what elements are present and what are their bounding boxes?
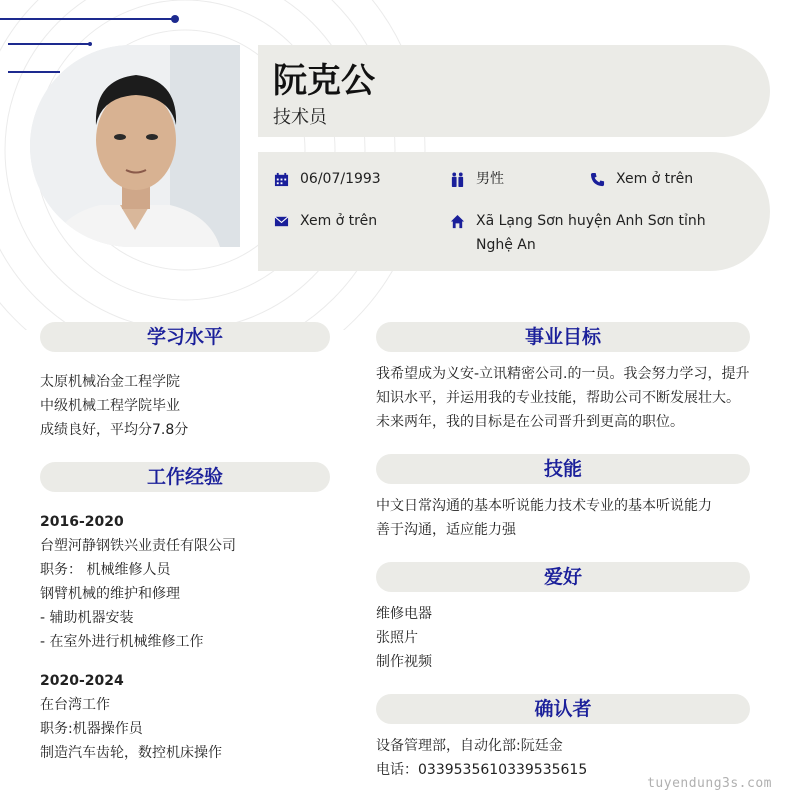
hobby-item: 维修电器 [376, 606, 432, 622]
job-line: 钢臂机械的维护和修理 [40, 586, 180, 602]
education-line: 成绩良好，平均分7.8分 [40, 422, 189, 438]
education-heading: 学习水平 [40, 322, 330, 352]
candidate-name: 阮克公 [273, 61, 375, 101]
skills-line: 善于沟通，适应能力强 [376, 522, 516, 538]
gender-item [448, 167, 504, 191]
address-item [448, 209, 706, 257]
phone-icon [588, 167, 606, 191]
email-item [272, 209, 377, 233]
job-line: 台塑河静钢铁兴业责任有限公司 [40, 538, 236, 554]
gender-value: 男性 [476, 171, 504, 187]
job-period: 2020-2024 [40, 673, 124, 689]
birthday-item [272, 167, 381, 191]
watermark: tuyendung3s.com [647, 776, 772, 791]
contact-info-panel [258, 152, 770, 271]
hobbies-heading: 爱好 [376, 562, 750, 592]
profile-photo [30, 45, 240, 247]
reference-heading: 确认者 [376, 694, 750, 724]
education-line: 中级机械工程学院毕业 [40, 398, 180, 414]
address-line-1: Xã Lạng Sơn huyện Anh Sơn tỉnh [476, 213, 706, 229]
objective-heading: 事业目标 [376, 322, 750, 352]
address-line-2: Nghệ An [476, 237, 536, 253]
skills-heading: 技能 [376, 454, 750, 484]
hobby-item: 制作视频 [376, 654, 432, 670]
experience-heading: 工作经验 [40, 462, 330, 492]
job-line: - 辅助机器安装 [40, 610, 134, 626]
hobby-item: 张照片 [376, 630, 418, 646]
objective-line: 未来两年，我的目标是在公司晋升到更高的职位。 [376, 414, 684, 430]
education-line: 太原机械冶金工程学院 [40, 374, 180, 390]
home-icon [448, 209, 466, 233]
phone-item [588, 167, 693, 191]
birthday-value: 06/07/1993 [300, 171, 381, 187]
calendar-icon [272, 167, 290, 191]
phone-value: Xem ở trên [616, 171, 694, 187]
job-line: - 在室外进行机械维修工作 [40, 634, 204, 650]
objective-line: 我希望成为义安-立讯精密公司.的一员。我会努力学习，提升 [376, 366, 750, 382]
name-panel [258, 45, 770, 137]
job-period: 2016-2020 [40, 514, 124, 530]
people-icon [448, 167, 466, 191]
envelope-icon [272, 209, 290, 233]
reference-line: 电话：0339535610339535615 [376, 762, 588, 778]
reference-line: 设备管理部，自动化部:阮廷金 [376, 738, 563, 754]
skills-line: 中文日常沟通的基本听说能力技术专业的基本听说能力 [376, 498, 712, 514]
email-value: Xem ở trên [300, 213, 378, 229]
job-title: 技术员 [273, 107, 327, 128]
job-line: 在台湾工作 [40, 697, 110, 713]
objective-line: 知识水平，并运用我的专业技能，帮助公司不断发展壮大。 [376, 390, 740, 406]
job-line: 职务:机器操作员 [40, 721, 143, 737]
address-value [476, 209, 706, 257]
job-line: 制造汽车齿轮，数控机床操作 [40, 745, 222, 761]
job-line: 职务： 机械维修人员 [40, 562, 171, 578]
